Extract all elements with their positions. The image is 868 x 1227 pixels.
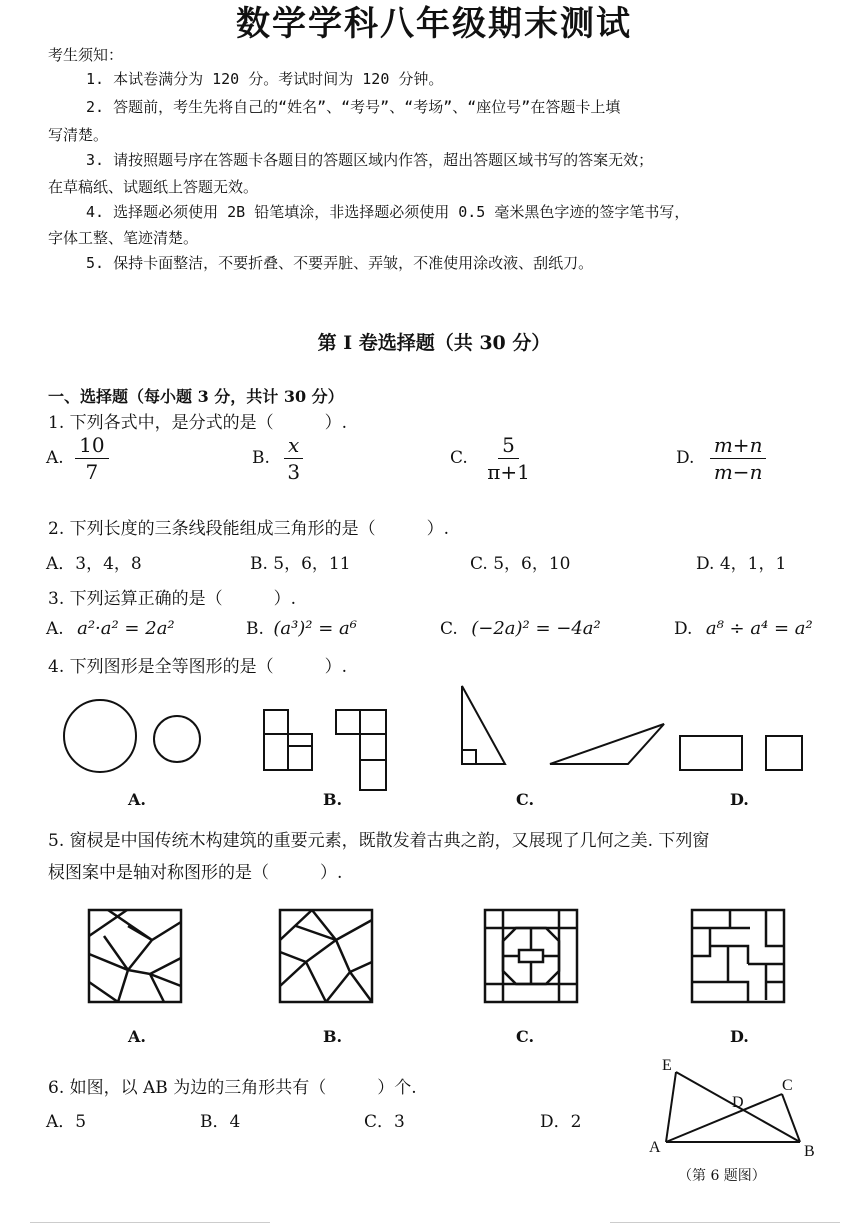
q6-point-a: A [649, 1139, 661, 1156]
q6-option-a[interactable]: A．5 [46, 1112, 87, 1132]
q1-a-denominator: 7 [85, 460, 99, 484]
q4-squares-left [264, 710, 312, 770]
q4-figure-a [64, 700, 200, 772]
q6-segment-ac [666, 1094, 782, 1142]
q4-right-triangle [462, 686, 505, 764]
q2-option-a[interactable]: A．3，4，8 [46, 554, 142, 574]
q3-a-expression: a²·a² = 2a² [77, 618, 175, 639]
q5-stem-line1: 5. 窗棂是中国传统木构建筑的重要元素，既散发着古典之韵，又展现了几何之美. 下列窗 [48, 831, 710, 851]
q4-figure-c [462, 686, 664, 764]
notice-heading: 考生须知： [48, 46, 124, 64]
q5-lattice-a [89, 910, 181, 1002]
q4-square [766, 736, 802, 770]
q1-option-d[interactable] [676, 434, 766, 483]
q3-stem: 3. 下列运算正确的是（ ）. [48, 589, 297, 609]
q1-b-fraction [283, 434, 304, 483]
q6-stem: 6. 如图，以 AB 为边的三角形共有（ ）个. [48, 1078, 417, 1098]
notice-item-4-cont: 字体工整、笔迹清楚。 [48, 229, 199, 247]
q6-point-e: E [662, 1057, 672, 1074]
q2-option-c[interactable]: C. 5，6，10 [470, 554, 571, 574]
q3-option-b[interactable] [246, 618, 357, 639]
q5-stem-line2: 棂图案中是轴对称图形的是（ ）. [48, 863, 343, 883]
notice-item-3-cont: 在草稿纸、试题纸上答题无效。 [48, 178, 259, 196]
notice-item-2-cont: 写清楚。 [48, 126, 109, 144]
q6-option-d[interactable]: D．2 [540, 1112, 582, 1132]
q6-figure-caption: （第 6 题图） [678, 1168, 766, 1184]
footer-divider-right [610, 1222, 840, 1223]
notice-item-4: 4. 选择题必须使用 2B 铅笔填涂，非选择题必须使用 0.5 毫米黑色字迹的签字笔书写， [86, 203, 690, 221]
q4-label-a: A. [128, 790, 146, 809]
q4-figures [0, 680, 868, 800]
notice-item-3: 3. 请按照题号序在答题卡各题目的答题区域内作答，超出答题区域书写的答案无效； [86, 151, 654, 169]
notice-item-2: 2. 答题前，考生先将自己的“姓名”、“考号”、“考场”、“座位号”在答题卡上填 [86, 98, 621, 116]
q1-b-label: B. [252, 448, 270, 468]
q1-option-b[interactable] [252, 434, 304, 483]
q5-lattice-d [692, 910, 784, 1002]
notice-item-1: 1. 本试卷满分为 120 分。考试时间为 120 分钟。 [86, 70, 444, 88]
q1-b-numerator: x [284, 434, 303, 459]
q5-label-a: A. [128, 1027, 146, 1046]
q6-option-c[interactable]: C．3 [364, 1112, 405, 1132]
q1-b-denominator: 3 [287, 460, 301, 484]
q4-label-d: D. [730, 790, 749, 809]
exam-title: 数学学科八年级期末测试 [236, 4, 632, 44]
q3-option-d[interactable] [674, 618, 813, 639]
q5-label-c: C. [516, 1027, 535, 1046]
q1-stem: 1. 下列各式中，是分式的是（ ）. [48, 413, 348, 433]
q3-b-expression: (a³)² = a⁶ [273, 618, 357, 639]
q6-option-b[interactable]: B．4 [200, 1112, 241, 1132]
q3-c-expression: (−2a)² = −4a² [471, 618, 601, 639]
q1-option-a[interactable] [46, 434, 109, 483]
q6-geometry-figure [640, 1050, 830, 1165]
q1-a-numerator: 10 [75, 434, 108, 459]
q1-c-label: C. [450, 448, 468, 468]
q6-point-d: D [732, 1094, 744, 1111]
q4-large-circle [64, 700, 136, 772]
q3-option-c[interactable] [440, 618, 601, 639]
q1-a-fraction [75, 434, 108, 483]
q5-lattice-c [485, 910, 577, 1002]
q1-d-fraction [710, 434, 767, 483]
q4-label-b: B. [323, 790, 343, 809]
q4-small-circle [154, 716, 200, 762]
q1-c-denominator: π+1 [487, 460, 530, 484]
q2-option-b[interactable]: B. 5，6，11 [250, 554, 351, 574]
q3-c-label: C. [440, 619, 458, 639]
q4-label-c: C. [516, 790, 535, 809]
q4-stem: 4. 下列图形是全等图形的是（ ）. [48, 657, 348, 677]
part-heading: 一、选择题（每小题 3 分，共计 30 分） [48, 387, 344, 406]
q6-point-c: C [782, 1077, 793, 1094]
q4-figure-d [680, 736, 802, 770]
q4-squares-right [336, 710, 386, 790]
q2-option-d[interactable]: D. 4，1，1 [696, 554, 787, 574]
q3-d-expression: a⁸ ÷ a⁴ = a² [705, 618, 813, 639]
q3-b-label: B. [246, 619, 264, 639]
q1-c-fraction [483, 434, 534, 483]
q4-rectangle [680, 736, 742, 770]
q6-segment-ea [666, 1072, 676, 1142]
q2-stem: 2. 下列长度的三条线段能组成三角形的是（ ）. [48, 519, 450, 539]
q3-a-label: A. [46, 619, 64, 639]
q5-label-b: B. [323, 1027, 343, 1046]
footer-divider-left [30, 1222, 270, 1223]
q3-d-label: D. [674, 619, 693, 639]
q5-lattice-figures [0, 900, 868, 1010]
section-title: 第 I 卷选择题（共 30 分） [317, 332, 551, 354]
q1-d-denominator: m−n [713, 460, 763, 484]
q4-figure-b [264, 710, 386, 790]
q1-d-label: D. [676, 448, 695, 468]
q4-obtuse-triangle [550, 724, 664, 764]
q6-point-b: B [804, 1143, 815, 1160]
q5-lattice-b [280, 910, 372, 1002]
q5-label-d: D. [730, 1027, 749, 1046]
q3-option-a[interactable] [46, 618, 175, 639]
notice-item-5: 5. 保持卡面整洁，不要折叠、不要弄脏、弄皱，不准使用涂改液、刮纸刀。 [86, 254, 594, 272]
q1-a-label: A. [46, 448, 64, 468]
q6-segment-cb [782, 1094, 800, 1142]
q1-c-numerator: 5 [498, 434, 519, 459]
q1-option-c[interactable] [450, 434, 534, 483]
q1-d-numerator: m+n [710, 434, 767, 459]
